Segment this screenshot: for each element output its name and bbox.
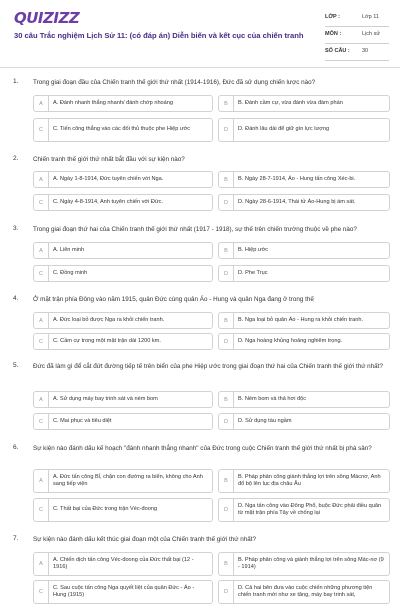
meta-row-class xyxy=(325,10,389,27)
option-letter: D xyxy=(219,499,234,521)
option-text: B. Ném bom và thả hơi độc xyxy=(238,395,307,402)
option-c[interactable] xyxy=(33,580,213,604)
option-text: C. Tiến công thẳng vào các đối thủ thuộc phe Hiệp ước xyxy=(53,126,191,133)
option-a[interactable] xyxy=(33,171,213,188)
option-text: C. Mai phục và tiêu diệt xyxy=(53,417,112,424)
meta-value: Lớp 11 xyxy=(362,14,379,20)
option-text: A. Đức loại bỏ được Nga ra khỏi chiến tranh. xyxy=(53,316,165,323)
option-text: D. Cả hai bên đưa vào cuộc chiến những phương tiện chiến tranh mới như xe tăng, máy bay trinh sát, xyxy=(238,584,373,598)
question-number: 2. xyxy=(13,155,19,162)
meta-label: SỐ CÂU : xyxy=(325,48,350,54)
option-letter: A xyxy=(34,553,49,575)
worksheet-meta xyxy=(325,10,389,61)
option-b[interactable] xyxy=(218,552,390,576)
meta-value: Lịch sử xyxy=(362,31,381,37)
header-divider xyxy=(0,67,400,68)
option-text: C. Đồng minh xyxy=(53,269,88,276)
option-text: C. Sau cuộc tấn công Nga quyết liệt của quân Đức - Áo - Hung (1915) xyxy=(53,584,195,598)
option-text: A. Sử dụng máy bay trinh sát và ném bom xyxy=(53,395,158,402)
option-letter: D xyxy=(219,334,234,349)
option-text: D. Ngày 28-6-1914, Thái tử Áo-Hung bị ám sát. xyxy=(238,198,356,205)
question-number: 3. xyxy=(13,225,19,232)
option-letter: B xyxy=(219,470,234,492)
option-letter: C xyxy=(34,334,49,349)
option-text: B. Pháp phản công giành thắng lợi trên sông Mácnơ, Anh đổ bộ lên lục địa châu Âu xyxy=(238,473,381,487)
option-text: B. Đánh cầm cự, vừa đánh vừa đàm phán xyxy=(238,99,343,106)
option-text: C. Thất bại của Đức trong trận Véc-đoong xyxy=(53,506,158,513)
option-letter: B xyxy=(219,172,234,187)
option-d[interactable] xyxy=(218,413,390,430)
meta-row-subject xyxy=(325,27,389,44)
question-number: 6. xyxy=(13,444,19,451)
option-letter: A xyxy=(34,243,49,258)
option-text: C. Cầm cự trong một mặt trận dài 1200 km. xyxy=(53,337,161,344)
option-c[interactable] xyxy=(33,333,213,350)
option-letter: B xyxy=(219,313,234,328)
option-text: C. Ngày 4-8-1914, Anh tuyên chiến với Đức. xyxy=(53,198,164,205)
option-c[interactable] xyxy=(33,118,213,142)
question-text: Sự kiện nào đánh dấu kết thúc giai đoạn một của Chiến tranh thế giới thứ nhất? xyxy=(33,536,256,543)
option-a[interactable] xyxy=(33,469,213,493)
option-b[interactable] xyxy=(218,312,390,329)
option-letter: B xyxy=(219,243,234,258)
option-b[interactable] xyxy=(218,95,390,112)
option-a[interactable] xyxy=(33,552,213,576)
option-letter: A xyxy=(34,172,49,187)
option-letter: A xyxy=(34,470,49,492)
option-a[interactable] xyxy=(33,391,213,408)
option-text: B. Pháp phản công và giành thắng lợi trên sông Mác-nơ (9 - 1914) xyxy=(238,556,384,570)
option-letter: D xyxy=(219,581,234,603)
worksheet-title: 30 câu Trắc nghiệm Lịch Sử 11: (có đáp án) Diễn biến và kết cục của chiến tranh xyxy=(14,31,304,40)
question-number: 4. xyxy=(13,295,19,302)
option-text: A. Ngày 1-8-1914, Đức tuyên chiến với Nga. xyxy=(53,175,164,182)
option-d[interactable] xyxy=(218,194,390,211)
option-text: A. Chiến dịch tấn công Véc-đoong của Đức thất bại (12 - 1916) xyxy=(53,556,194,570)
option-a[interactable] xyxy=(33,242,213,259)
option-text: D. Nga tấn công vào Đông Phổ, buộc Đức phải điều quân từ mặt trận phía Tây về chống lại xyxy=(238,502,382,516)
option-letter: B xyxy=(219,96,234,111)
option-d[interactable] xyxy=(218,265,390,282)
option-letter: C xyxy=(34,499,49,521)
question-number: 5. xyxy=(13,362,19,369)
option-text: D. Nga hoàng khủng hoảng nghiêm trọng. xyxy=(238,337,343,344)
option-c[interactable] xyxy=(33,194,213,211)
option-letter: D xyxy=(219,119,234,141)
option-letter: D xyxy=(219,266,234,281)
option-letter: A xyxy=(34,392,49,407)
option-text: A. Đánh nhanh thắng nhanh/ đánh chớp nhoáng xyxy=(53,99,173,106)
meta-label: LỚP : xyxy=(325,14,340,20)
option-b[interactable] xyxy=(218,469,390,493)
option-b[interactable] xyxy=(218,171,390,188)
option-letter: A xyxy=(34,313,49,328)
option-b[interactable] xyxy=(218,242,390,259)
meta-label: MÔN : xyxy=(325,31,342,37)
option-d[interactable] xyxy=(218,580,390,604)
question-text: Chiến tranh thế giới thứ nhất bắt đầu với sự kiện nào? xyxy=(33,156,185,163)
option-letter: D xyxy=(219,195,234,210)
option-letter: D xyxy=(219,414,234,429)
option-text: B. Hiệp ước xyxy=(238,246,269,253)
question-text: Đức đã làm gì để cắt đứt đường tiếp tế trên biển của phe Hiệp ước trong giai đoạn thứ hai của Chiến tranh thế giới thứ nhất? xyxy=(33,363,383,370)
option-c[interactable] xyxy=(33,413,213,430)
option-text: A. Đức tấn công Bỉ, chặn con đường ra biển, không cho Anh sang tiếp viện xyxy=(53,473,203,487)
option-letter: C xyxy=(34,266,49,281)
quizizz-logo: QUIZIZZ xyxy=(14,9,80,27)
option-text: A. Liên minh xyxy=(53,246,85,253)
worksheet-header xyxy=(0,0,400,62)
option-a[interactable] xyxy=(33,312,213,329)
question-text: Sự kiện nào đánh dấu kế hoạch "đánh nhanh thắng nhanh" của Đức trong cuộc Chiến tranh thế giới thứ nhất bị phá sản? xyxy=(33,445,372,452)
option-text: B. Ngày 28-7-1914, Áo - Hung tấn công Xéc-bi. xyxy=(238,175,356,182)
option-letter: A xyxy=(34,96,49,111)
option-d[interactable] xyxy=(218,118,390,142)
option-letter: B xyxy=(219,392,234,407)
meta-value: 30 xyxy=(362,48,369,54)
option-letter: C xyxy=(34,119,49,141)
option-c[interactable] xyxy=(33,265,213,282)
question-text: Trong giai đoạn thứ hai của Chiến tranh thế giới thứ nhất (1917 - 1918), sự thế trên chiến trường thuộc về phe nào? xyxy=(33,226,357,233)
question-text: Ở mặt trận phía Đông vào năm 1915, quân Đức cùng quân Áo - Hung và quân Nga đang ở trong thế xyxy=(33,296,314,303)
meta-row-count xyxy=(325,44,389,61)
option-letter: B xyxy=(219,553,234,575)
option-b[interactable] xyxy=(218,391,390,408)
question-number: 7. xyxy=(13,535,19,542)
option-letter: C xyxy=(34,581,49,603)
option-d[interactable] xyxy=(218,498,390,522)
option-text: D. Đánh lâu dài để giữ gìn lực lượng xyxy=(238,126,330,133)
option-text: D. Phe Trục xyxy=(238,269,268,276)
option-d[interactable] xyxy=(218,333,390,350)
option-letter: C xyxy=(34,414,49,429)
option-letter: C xyxy=(34,195,49,210)
option-text: B. Nga loại bỏ quân Áo - Hung ra khỏi chiến tranh. xyxy=(238,316,364,323)
option-c[interactable] xyxy=(33,498,213,522)
question-number: 1. xyxy=(13,78,19,85)
question-text: Trong giai đoạn đầu của Chiến tranh thế giới thứ nhất (1914-1916), Đức đã sử dụng chiến lược nào? xyxy=(33,79,316,86)
option-text: D. Sử dụng tàu ngầm xyxy=(238,417,292,424)
option-a[interactable] xyxy=(33,95,213,112)
